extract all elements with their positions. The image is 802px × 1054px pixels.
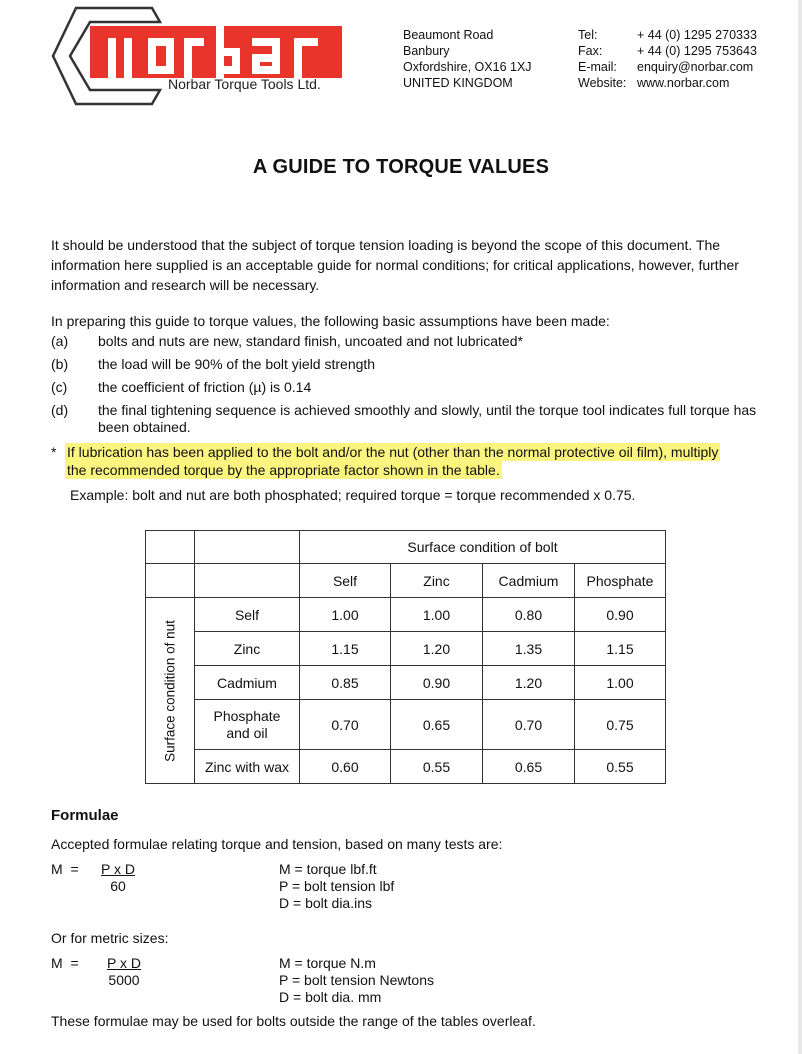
metric-formula-lhs: M = [51,955,79,971]
row-header: Phosphate and oil [195,700,300,750]
example-text: Example: bolt and nut are both phosphated; required torque = torque recommended x 0.75. [70,487,636,503]
table-cell: 0.55 [391,750,483,784]
column-header: Zinc [391,564,483,598]
table-cell: 0.90 [391,666,483,700]
imperial-definitions: M = torque lbf.ft P = bolt tension lbf D = bolt dia.ins [279,861,395,911]
contact-email: E-mail: enquiry@norbar.com [578,60,754,74]
table-cell: 0.70 [483,700,575,750]
table-cell: 1.00 [575,666,666,700]
metric-formula-fraction: P x D 5000 [107,955,141,988]
page-title: A GUIDE TO TORQUE VALUES [252,156,550,178]
imperial-formula-fraction: P x D 60 [101,861,135,894]
assumptions-intro: In preparing this guide to torque values, the following basic assumptions have been made: [51,313,610,329]
table-cell: 0.80 [483,598,575,632]
highlighted-text: If lubrication has been applied to the bolt and/or the nut (other than the normal protective oil film), multiply [67,444,719,460]
table-cell: 1.20 [483,666,575,700]
row-header: Zinc [195,632,300,666]
company-name: Norbar Torque Tools Ltd. [168,76,321,92]
address-line: Banbury [403,44,450,58]
table-cell: 1.20 [391,632,483,666]
column-header: Cadmium [483,564,575,598]
row-header: Cadmium [195,666,300,700]
highlighted-text: the recommended torque by the appropriate factor shown in the table. [67,462,500,478]
table-cell: 0.75 [575,700,666,750]
table-cell: 1.00 [300,598,391,632]
address-line: Oxfordshire, OX16 1XJ [403,60,532,74]
formulae-footer: These formulae may be used for bolts outside the range of the tables overleaf. [51,1013,536,1029]
metric-definitions: M = torque N.m P = bolt tension Newtons D = bolt dia. mm [279,955,435,1005]
table-cell: 0.85 [300,666,391,700]
imperial-formula-lhs: M = [51,861,79,877]
table-cell: 1.00 [391,598,483,632]
table-cell: 0.90 [575,598,666,632]
address-line: UNITED KINGDOM [403,76,513,90]
table-corner-cell [146,564,195,598]
table-cell: 0.65 [483,750,575,784]
row-header: Self [195,598,300,632]
formulae-heading: Formulae [51,807,119,824]
address-line: Beaumont Road [403,28,494,42]
contact-block [578,27,757,91]
formulae-intro: Accepted formulae relating torque and tension, based on many tests are: [51,836,503,852]
table-cell: 1.35 [483,632,575,666]
contact-fax: Fax: + 44 (0) 1295 753643 [578,44,757,58]
address-block [403,27,532,91]
table-cell: 1.15 [300,632,391,666]
intro-paragraph: It should be understood that the subject of torque tension loading is beyond the scope of this document. The information here supplied is an acceptable guide for normal conditions; for critical applications, however, further information and research will be necessary. [51,237,739,293]
table-corner-cell [146,531,195,564]
contact-website: Website: www.norbar.com [578,76,730,90]
row-header: Zinc with wax [195,750,300,784]
bolt-condition-header: Surface condition of bolt [300,531,666,564]
torque-factor-table [145,530,666,784]
table-cell: 0.55 [575,750,666,784]
column-header: Phosphate [575,564,666,598]
table-cell: 0.70 [300,700,391,750]
contact-tel: Tel: + 44 (0) 1295 270333 [578,28,757,42]
table-cell: 0.60 [300,750,391,784]
table-cell: 1.15 [575,632,666,666]
table-cell: 0.65 [391,700,483,750]
metric-intro: Or for metric sizes: [51,930,169,946]
table-corner-cell [195,531,300,564]
table-corner-cell [195,564,300,598]
column-header: Self [300,564,391,598]
nut-condition-header: Surface condition of nut [146,598,195,784]
